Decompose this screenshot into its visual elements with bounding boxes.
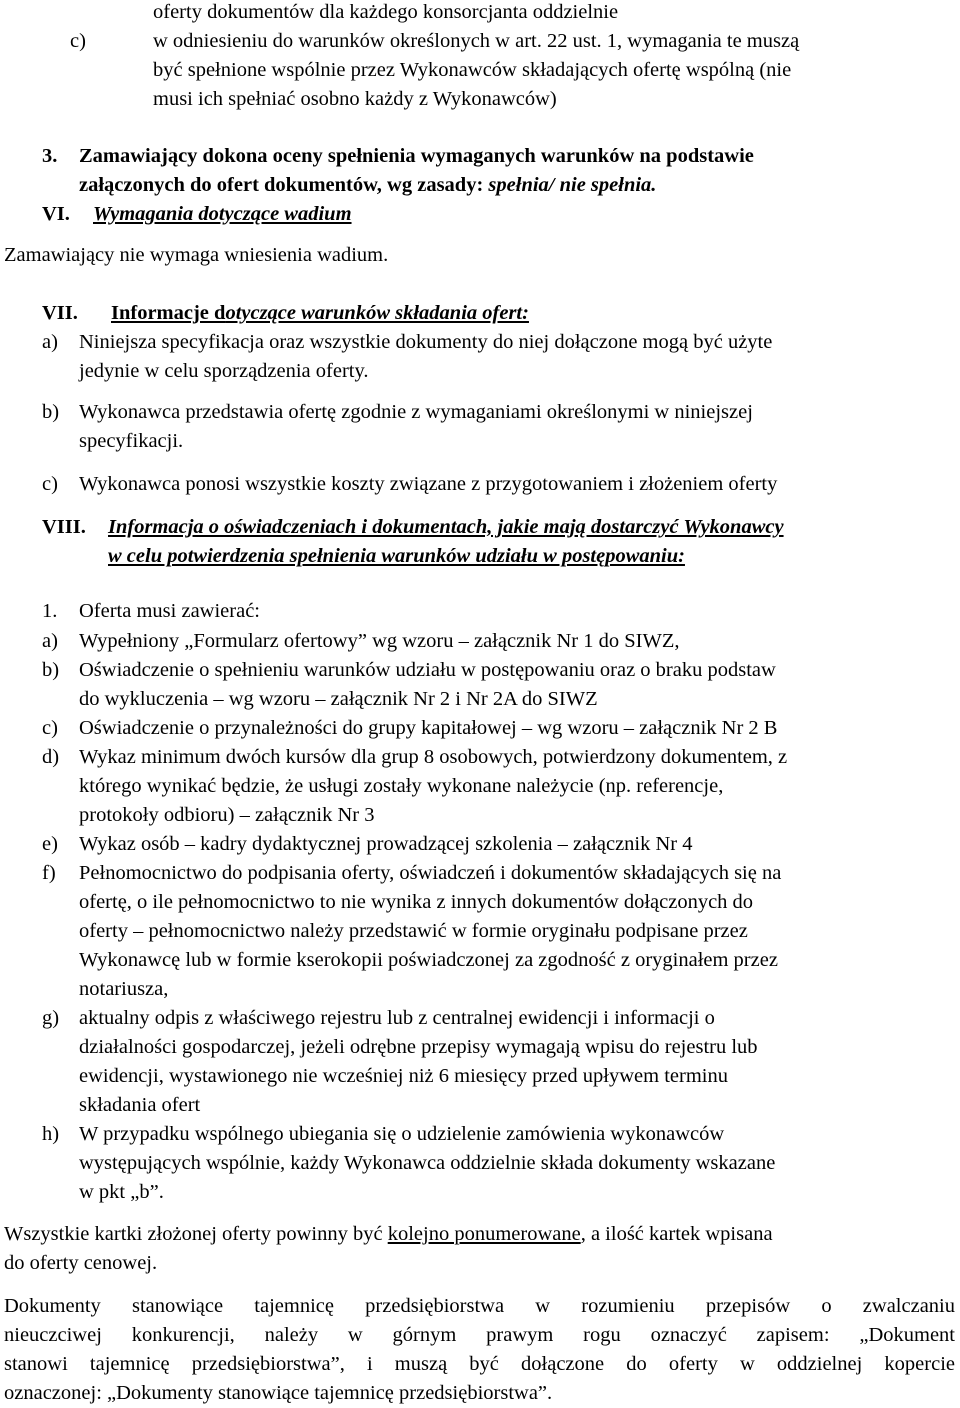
section-title: Wymagania dotyczące wadium [93,203,352,225]
item-label: c) [70,30,86,52]
